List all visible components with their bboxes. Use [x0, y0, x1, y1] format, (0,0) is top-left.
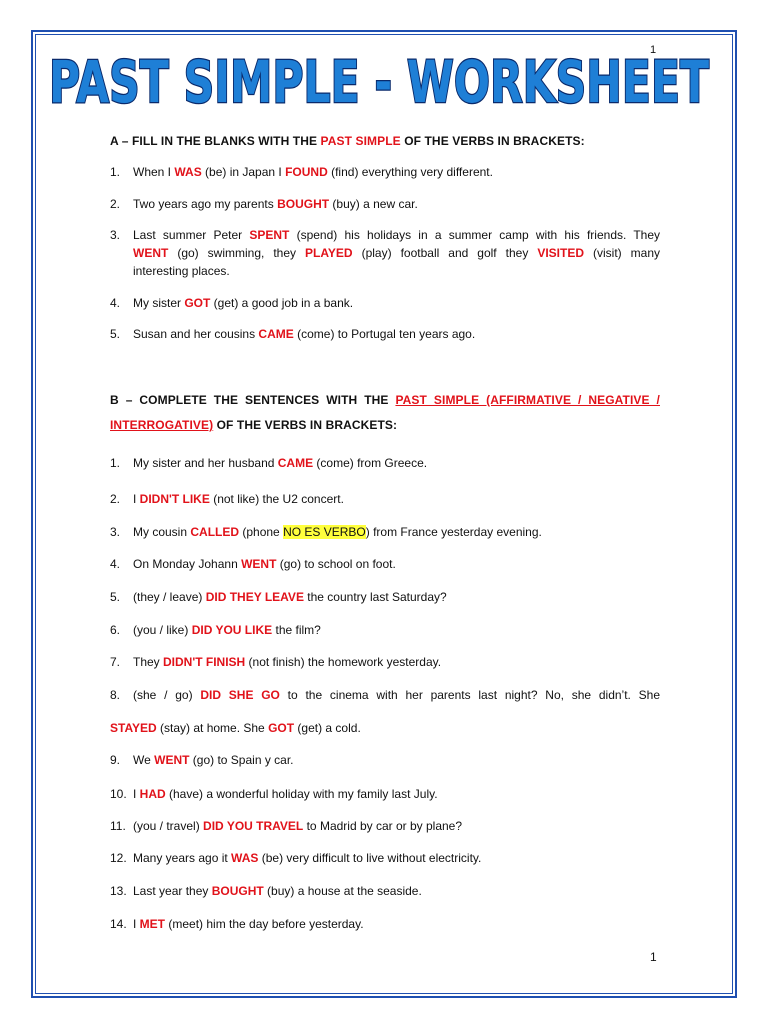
section-b-heading-line-1: B – COMPLETE THE SENTENCES WITH THE PAST SIMPLE (AFFIRMATIVE / NEGATIVE / — [110, 393, 660, 407]
page-number-bottom: 1 — [650, 950, 657, 964]
section-a-item: 3. Last summer Peter SPENT (spend) his holidays in a summer camp with his friends. They WENT (go) swimming, they PLAYED (play) football and golf they VISITED (visit) many interesting places. — [110, 228, 661, 278]
highlight-note: NO ES VERBO — [283, 525, 366, 539]
section-b-heading-line-2: INTERROGATIVE) OF THE VERBS IN BRACKETS: — [110, 418, 398, 432]
page-number-top: 1 — [650, 44, 657, 56]
section-b-item-continuation: STAYED (stay) at home. She GOT (get) a cold. — [110, 721, 361, 735]
section-a-heading: A – FILL IN THE BLANKS WITH THE PAST SIMPLE OF THE VERBS IN BRACKETS: — [110, 134, 585, 148]
worksheet-title — [44, 50, 714, 114]
worksheet-title-text: PAST SIMPLE - WORKSHEET — [49, 50, 710, 114]
section-b-item: 8. (she / go) DID SHE GO to the cinema with her parents last night? No, she didn’t. She — [110, 688, 660, 702]
